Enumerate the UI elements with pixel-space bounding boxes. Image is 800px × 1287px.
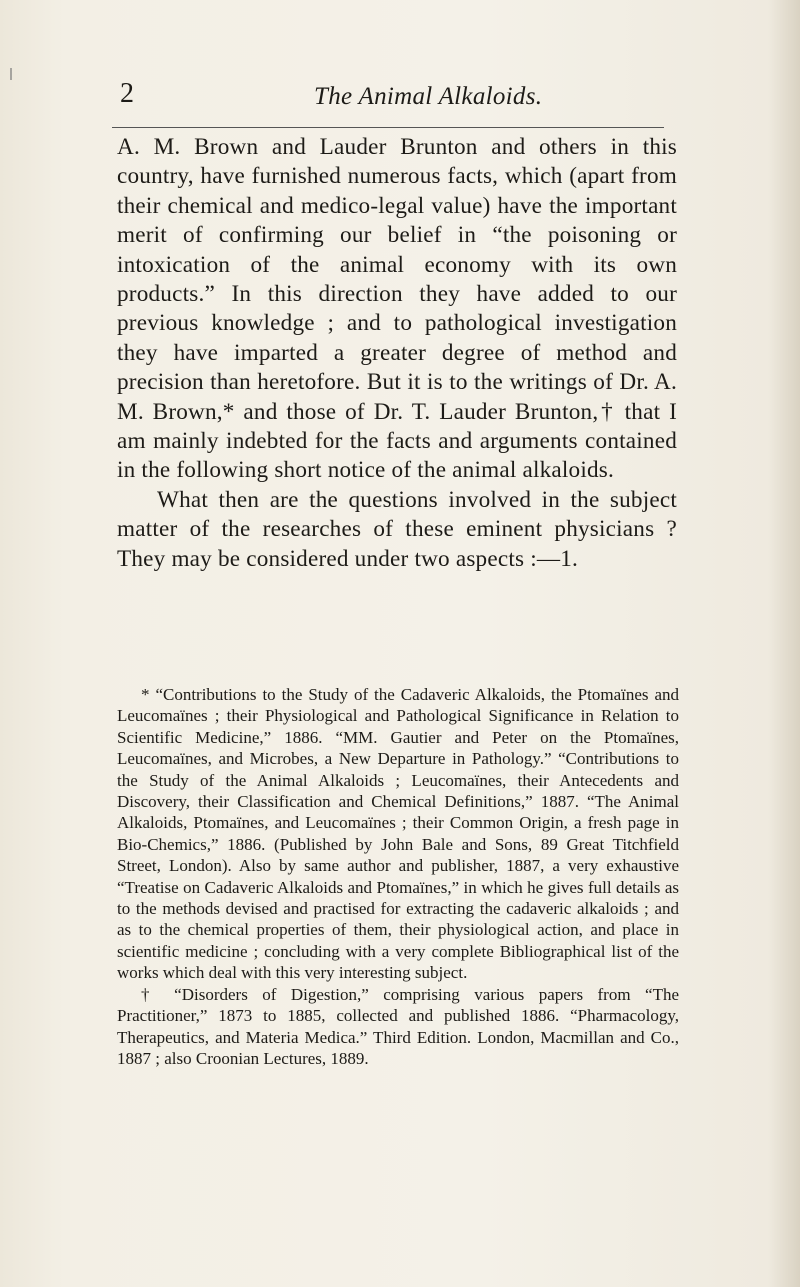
- paragraph-1: A. M. Brown and Lauder Brunton and others in this country, have furnished numerous facts, which (apart from their chemical and medico-legal value) have the important merit of confirming our belief in “the poisoning or intoxication of the animal economy with its own products.” In this direction they have added to our previous knowledge ; and to pathological investigation they have imparted a greater degree of method and precision than heretofore. But it is to the writings of Dr. A. M. Brown,* and those of Dr. T. Lauder Brunton,† that I am mainly indebted for the facts and arguments contained in the following short notice of the animal alkaloids.: [117, 134, 677, 484]
- running-title: The Animal Alkaloids.: [314, 83, 543, 110]
- margin-mark: [10, 68, 12, 80]
- running-head: [120, 80, 680, 120]
- footnote-dagger: † “Disorders of Digestion,” comprising various papers from “The Practitioner,” 1873 to 1885, collected and published 1886. “Pharmacology, Therapeutics, and Materia Medica.” Third Edition. London, Macmillan and Co., 1887 ; also Croonian Lectures, 1889.: [117, 984, 679, 1068]
- footnotes: [117, 684, 679, 1069]
- footnote-asterisk: * “Contributions to the Study of the Cadaveric Alkaloids, the Ptomaïnes and Leucomaïnes ; their Physiological and Pathological Significance in Relation to Scientific Medicine,” 1886. “MM. Gautier and Peter on the Ptomaïnes, Leucomaïnes, and Microbes, a New Departure in Pathology.” “Contributions to the Study of the Animal Alkaloids ; Leucomaïnes, their Antecedents and Discovery, their Classification and Chemical Definitions,” 1887. “The Animal Alkaloids, Ptomaïnes, and Leucomaïnes ; their Common Origin, a fresh page in Bio-Chemics,” 1886. (Published by John Bale and Sons, 89 Great Titchfield Street, London). Also by same author and publisher, 1887, a very exhaustive “Treatise on Cadaveric Alkaloids and Ptomaïnes,” in which he gives full details as to the methods devised and practised for extracting the cadaveric alkaloids ; and as to the chemical properties of them, their physiological action, and place in scientific medicine ; concluding with a very complete Bibliographical list of the works which deal with this very interesting subject.: [117, 685, 679, 983]
- page-number: 2: [120, 78, 134, 109]
- paragraph-2: What then are the questions involved in the subject matter of the researches of these eminent physicians ? They may be considered under two aspects :—1.: [117, 486, 677, 572]
- body-text: [117, 133, 677, 574]
- header-rule: [112, 127, 664, 128]
